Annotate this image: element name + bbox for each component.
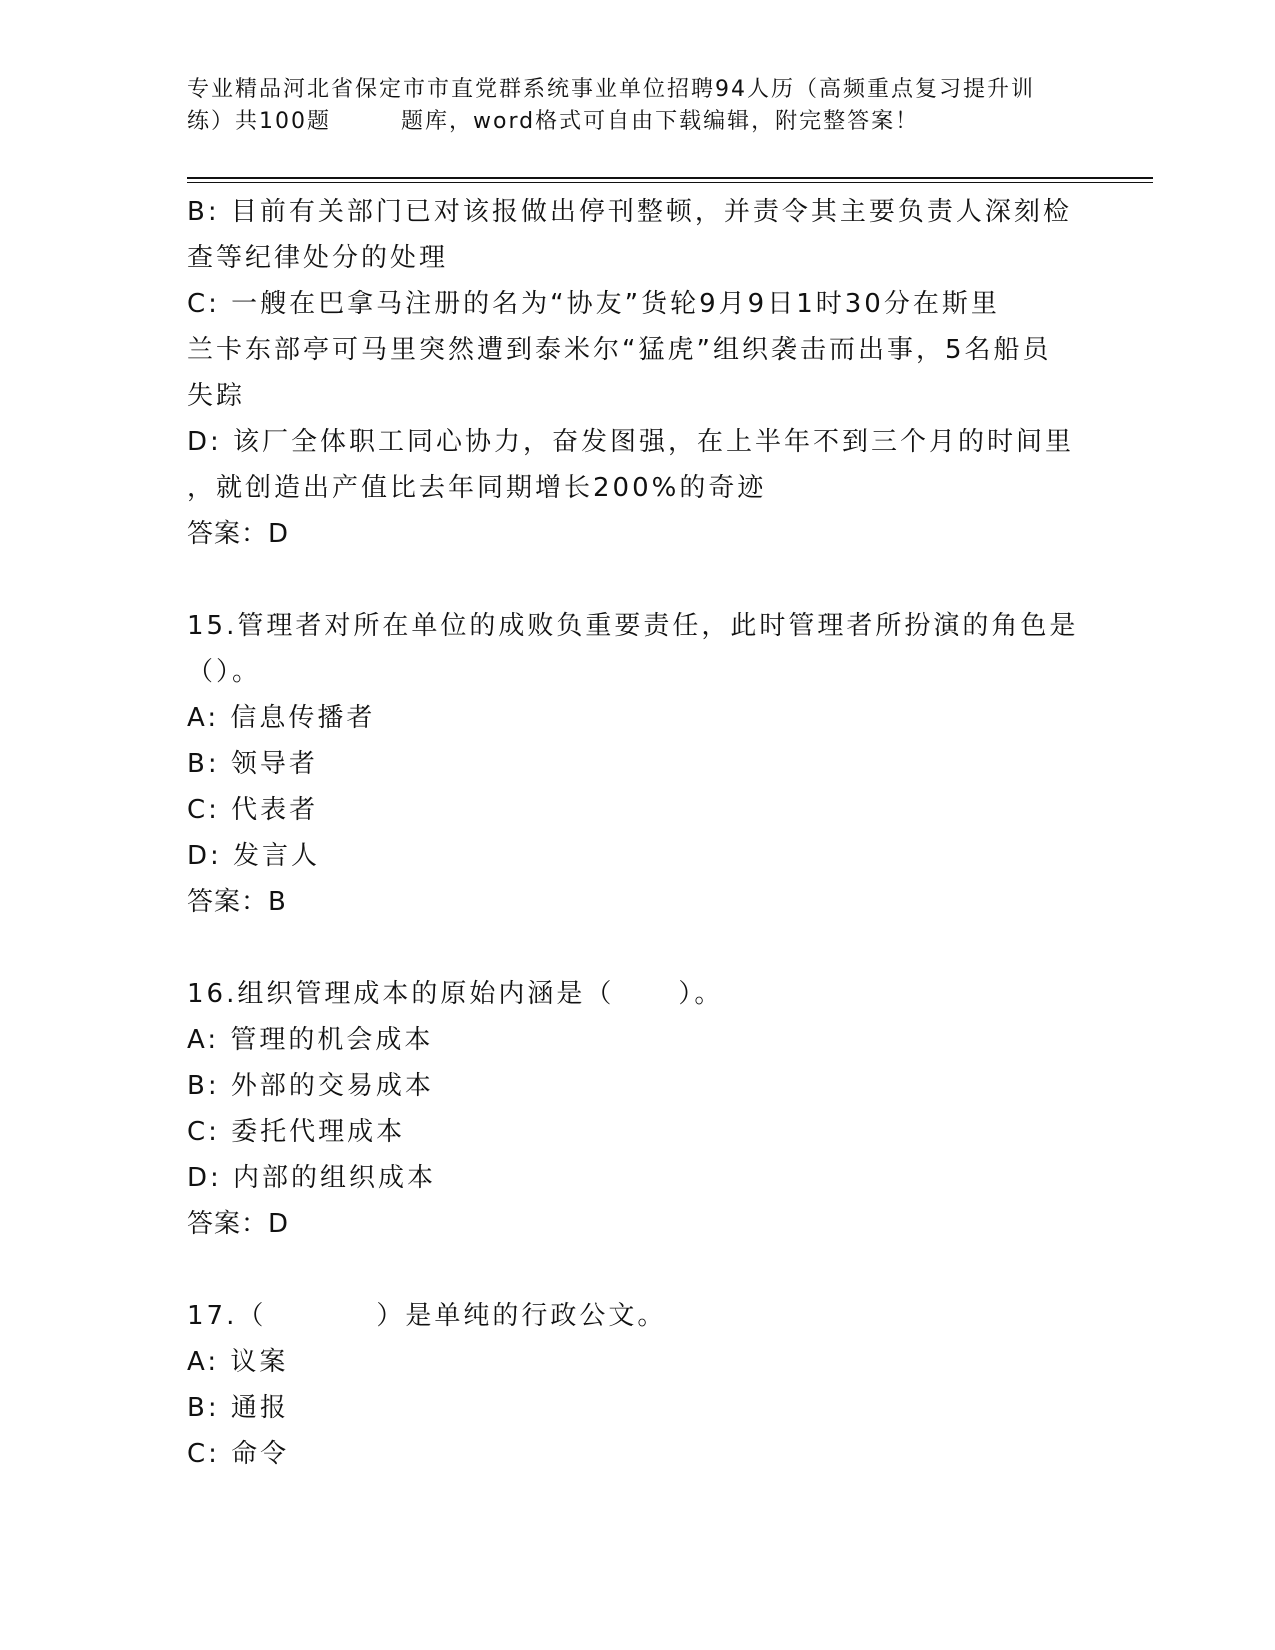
spacer <box>187 925 1087 971</box>
question-stem <box>187 1293 1087 1339</box>
question-stem-end: ）。 <box>678 979 724 1009</box>
option-d: D: 内部的组织成本 <box>187 1163 437 1193</box>
spacer <box>187 1247 1087 1293</box>
option-a: A: 管理的机会成本 <box>187 1025 434 1055</box>
question-15 <box>187 603 1087 925</box>
page-header <box>187 74 1087 138</box>
question-stem-end: ）是单纯的行政公文。 <box>376 1301 667 1331</box>
option-d-line-1: D: 该厂全体职工同心协力，奋发图强，在上半年不到三个月的时间里 <box>187 427 1075 457</box>
question-stem <box>187 971 1087 1017</box>
header-divider-thin <box>187 182 1153 183</box>
option-c: C: 代表者 <box>187 795 319 825</box>
option-c-line-1: C: 一艘在巴拿马注册的名为“协友”货轮9月9日1时30分在斯里 <box>187 289 1000 319</box>
spacer <box>187 557 1087 603</box>
header-title-part-b: 题库，word格式可自由下载编辑，附完整答案！ <box>401 109 920 134</box>
option-c: C: 命令 <box>187 1439 290 1469</box>
header-title-line-2 <box>187 106 1087 138</box>
question-14 <box>187 189 1087 557</box>
question-stem-start: 16.组织管理成本的原始内涵是（ <box>187 979 615 1009</box>
option-d: D: 发言人 <box>187 841 321 871</box>
option-b-line-2: 查等纪律处分的处理 <box>187 243 449 273</box>
question-stem-line-2: （）。 <box>187 657 262 687</box>
document-body <box>187 189 1087 1477</box>
option-c: C: 委托代理成本 <box>187 1117 406 1147</box>
question-stem-start: 17.（ <box>187 1301 267 1331</box>
option-c-line-3: 失踪 <box>187 381 246 411</box>
option-b: B: 领导者 <box>187 749 318 779</box>
question-stem-line-1: 15.管理者对所在单位的成败负重要责任，此时管理者所扮演的角色是 <box>187 611 1079 641</box>
option-d-line-2: ，就创造出产值比去年同期增长200%的奇迹 <box>187 473 767 503</box>
answer: 答案：D <box>187 519 290 549</box>
question-16 <box>187 971 1087 1247</box>
answer: 答案：B <box>187 887 287 917</box>
header-title-part-a: 练）共100题 <box>187 109 331 134</box>
option-b: B: 通报 <box>187 1393 289 1423</box>
answer: 答案：D <box>187 1209 290 1239</box>
option-c-line-2: 兰卡东部亭可马里突然遭到泰米尔“猛虎”组织袭击而出事，5名船员 <box>187 335 1052 365</box>
header-title-line-1: 专业精品河北省保定市市直党群系统事业单位招聘94人历（高频重点复习提升训 <box>187 77 1035 102</box>
option-b: B: 外部的交易成本 <box>187 1071 434 1101</box>
header-divider-thick <box>187 177 1153 179</box>
question-17 <box>187 1293 1087 1477</box>
option-a: A: 信息传播者 <box>187 703 376 733</box>
option-b-line-1: B: 目前有关部门已对该报做出停刊整顿，并责令其主要负责人深刻检 <box>187 197 1072 227</box>
option-a: A: 议案 <box>187 1347 289 1377</box>
